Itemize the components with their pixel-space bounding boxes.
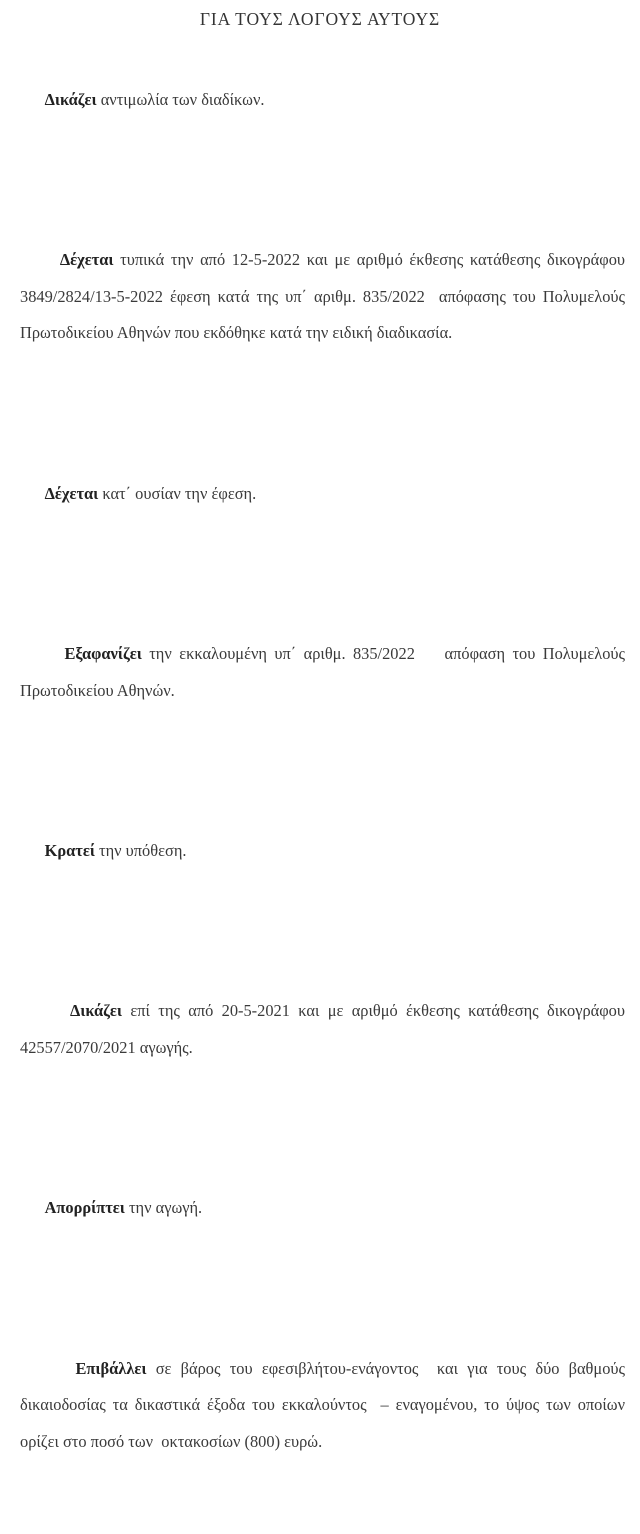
paragraph-lead-word: Δέχεται	[44, 483, 99, 503]
paragraph-epivallei	[20, 1314, 630, 1534]
document-body	[0, 45, 640, 1534]
paragraph-kratei	[20, 796, 625, 942]
paragraph-text: αντιμωλία των διαδίκων.	[96, 89, 265, 109]
paragraph-lead-word: Επιβάλλει	[75, 1358, 147, 1378]
paragraph-dechetai-kat-ousian	[20, 439, 625, 585]
document-title: ΓΙΑ ΤΟΥΣ ΛΟΓΟΥΣ ΑΥΤΟΥΣ	[199, 9, 441, 29]
paragraph-lead-word: Δικάζει	[70, 1001, 123, 1021]
paragraph-dechetai-typika	[20, 205, 634, 425]
paragraph-text: σε βάρος του εφεσιβλήτου-ενάγοντος και για τους δύο βαθμούς δικαιοδοσίας τα δικαστικά έξοδα του εκκαλούντος – εναγομένου, το ύψος των οποίων ορίζει στο ποσό των οκτακοσίων (800) ευρώ.	[20, 1358, 630, 1451]
paragraph-lead-word: Δικάζει	[44, 89, 97, 109]
paragraph-lead-word: Εξαφανίζει	[64, 643, 142, 663]
paragraph-dikazei-antimolia	[20, 45, 625, 191]
paragraph-text: τυπικά την από 12-5-2022 και με αριθμό έκθεσης κατάθεσης δικογράφου 3849/2824/13-5-2022 έφεση κατά της υπ΄ αριθμ. 835/2022 απόφασης του Πολυμελούς Πρωτοδικείου Αθηνών που εκδόθηκε κατά την ειδική διαδικασία.	[20, 249, 634, 343]
paragraph-dikazei-epi-tis	[20, 957, 630, 1140]
paragraph-lead-word: Δέχεται	[59, 249, 114, 269]
paragraph-lead-word: Απορρίπτει	[44, 1198, 125, 1218]
paragraph-lead-word: Κρατεί	[44, 840, 95, 860]
paragraph-text: την αγωγή.	[124, 1198, 203, 1218]
paragraph-text: την εκκαλουμένη υπ΄ αριθμ. 835/2022 απόφαση του Πολυμελούς Πρωτοδικείου Αθηνών.	[20, 643, 634, 700]
paragraph-text: την υπόθεση.	[94, 840, 187, 860]
paragraph-exafanizei	[20, 599, 634, 782]
paragraph-aporriptei	[20, 1154, 625, 1300]
paragraph-text: κατ΄ ουσίαν την έφεση.	[98, 483, 257, 503]
paragraph-text: επί της από 20-5-2021 και με αριθμό έκθεσης κατάθεσης δικογράφου 42557/2070/2021 αγωγής.	[20, 1001, 630, 1057]
